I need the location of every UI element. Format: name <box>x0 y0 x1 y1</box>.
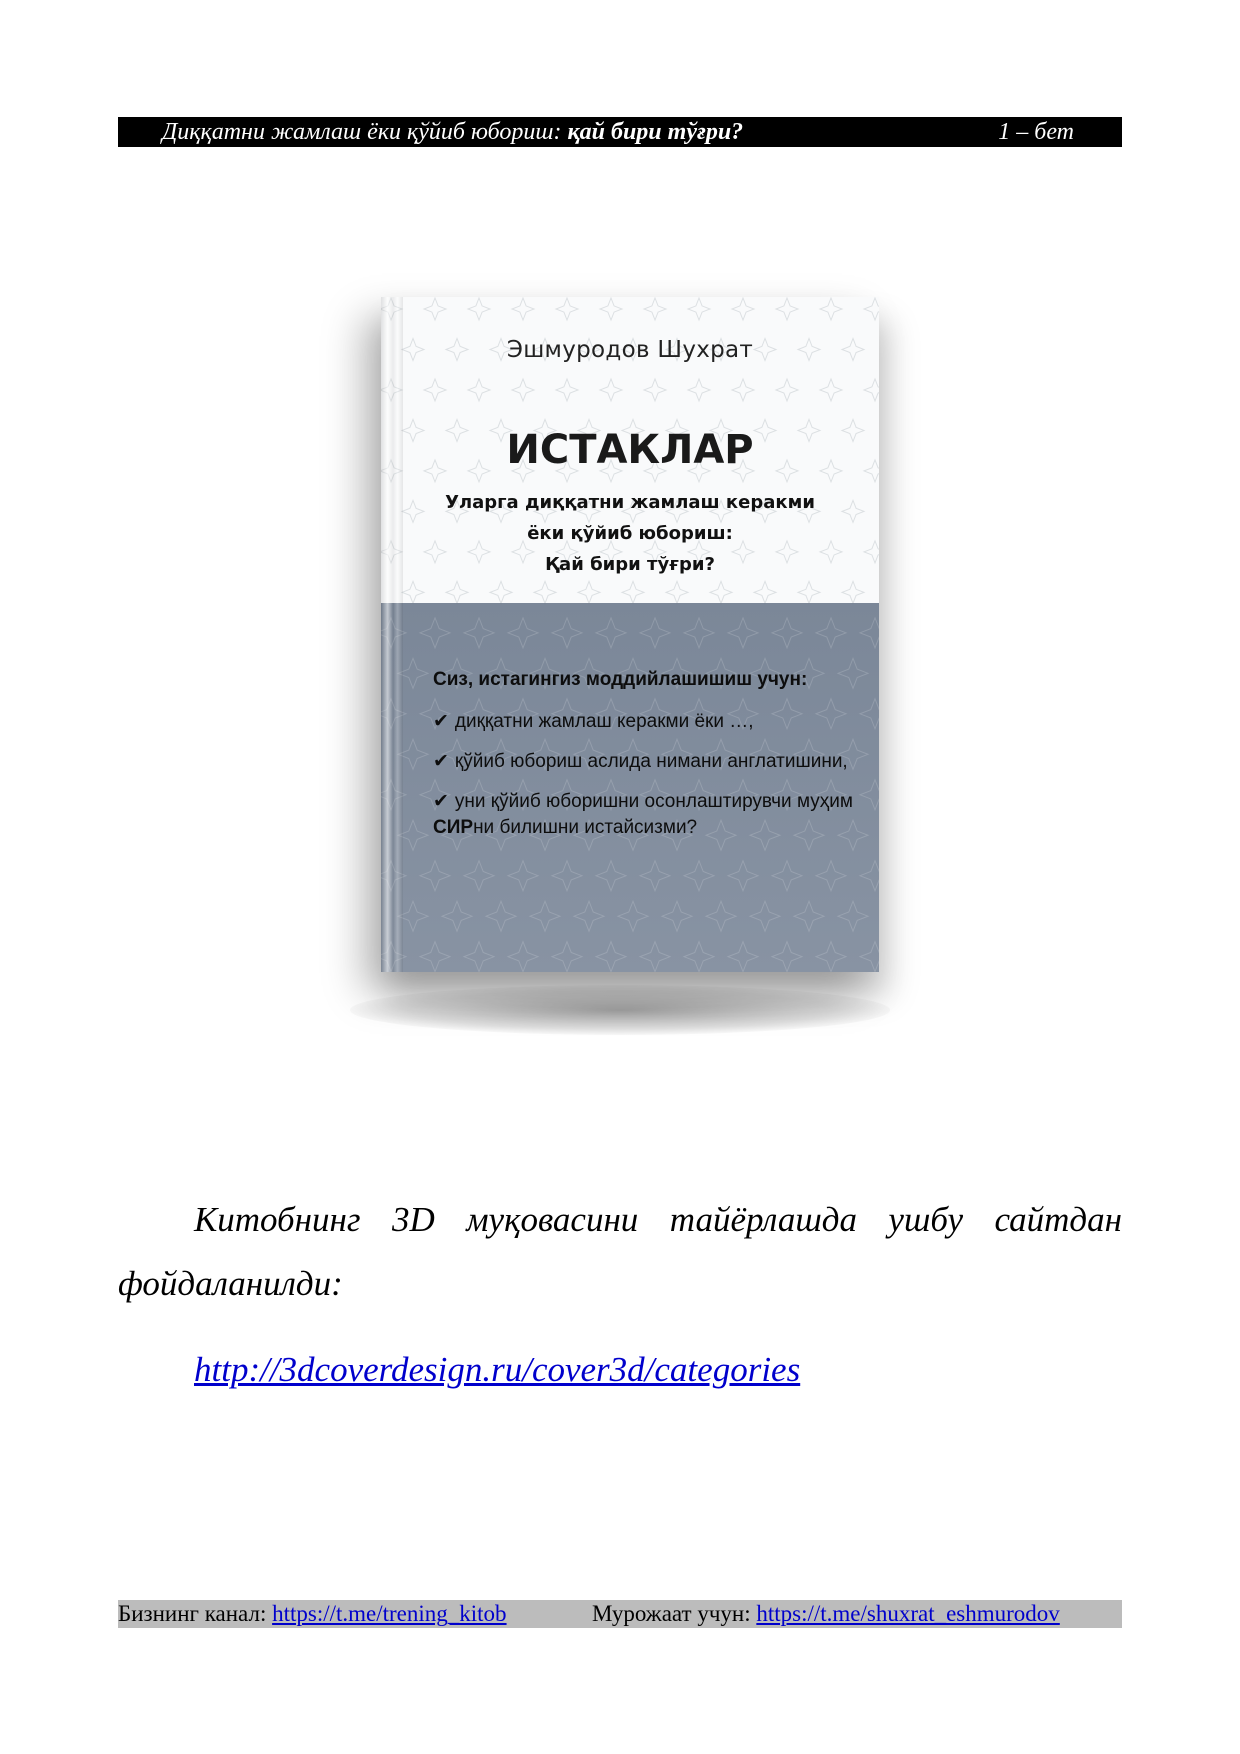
star-pattern-shape <box>750 901 780 931</box>
cover-subtitle-line: ёки қўйиб юбориш: <box>527 523 733 544</box>
star-pattern-shape <box>464 942 494 972</box>
cover-blurb-item <box>433 709 873 735</box>
star-pattern-shape <box>420 618 450 648</box>
star-pattern-shape <box>552 861 582 891</box>
star-pattern-shape <box>776 298 798 320</box>
star-pattern-shape <box>842 581 864 603</box>
source-link[interactable]: http://3dcoverdesign.ru/cover3d/categories <box>194 1350 801 1389</box>
star-pattern-shape <box>512 298 534 320</box>
star-pattern-shape <box>622 581 644 603</box>
star-pattern-shape <box>534 581 556 603</box>
header-title-bold: қай бири тўғри? <box>567 119 744 145</box>
star-pattern-shape <box>684 942 714 972</box>
star-pattern-shape <box>508 942 538 972</box>
cover-blurb-item-text: қўйиб юбориш аслида нимани англатишини, <box>454 751 848 772</box>
star-pattern-shape <box>754 581 776 603</box>
page-header <box>118 117 1122 147</box>
cover-subtitle-line: Қай бири тўғри? <box>545 554 715 575</box>
body-paragraph: Китобнинг 3D муқовасини тайёрлашда ушбу сайтдан фойдаланилди: <box>118 1200 1122 1303</box>
star-pattern-shape <box>794 901 824 931</box>
cover-blurb-item-text: ни билишни истайсизми? <box>473 817 698 838</box>
star-pattern-shape <box>530 901 560 931</box>
star-pattern-shape <box>552 618 582 648</box>
cover-spine <box>381 297 403 972</box>
star-pattern-shape <box>578 581 600 603</box>
star-pattern-shape <box>662 901 692 931</box>
star-pattern-shape <box>820 379 842 401</box>
star-pattern-shape <box>688 298 710 320</box>
star-pattern-shape <box>508 618 538 648</box>
star-pattern-shape <box>684 861 714 891</box>
star-pattern-shape <box>838 901 868 931</box>
checkmark-icon: ✔ <box>433 711 449 732</box>
checkmark-icon: ✔ <box>433 791 449 812</box>
page-footer <box>118 1600 1122 1628</box>
star-pattern-shape <box>600 379 622 401</box>
star-pattern-shape <box>596 618 626 648</box>
star-pattern-shape <box>706 901 736 931</box>
star-pattern-shape <box>442 901 472 931</box>
star-pattern-shape <box>402 581 424 603</box>
cover-subtitle-line: Уларга диққатни жамлаш керакми <box>445 492 815 513</box>
star-pattern-shape <box>688 379 710 401</box>
cover-blurb-lead: Сиз, истагингиз моддийлашишиш учун: <box>433 669 808 690</box>
star-pattern-shape <box>468 298 490 320</box>
star-pattern-shape <box>596 861 626 891</box>
star-pattern-shape <box>732 379 754 401</box>
cover-blurb-item <box>433 789 873 841</box>
cover-star-pattern <box>381 297 879 972</box>
source-link-line <box>194 1343 800 1397</box>
star-pattern-shape <box>860 618 879 648</box>
footer-contact <box>592 1600 1060 1628</box>
star-pattern-shape <box>574 901 604 931</box>
star-pattern-shape <box>446 581 468 603</box>
star-pattern-shape <box>552 942 582 972</box>
cover-blurb-item-text: уни қўйиб юборишни осонлаштирувчи муҳим <box>454 791 853 812</box>
star-pattern-shape <box>772 942 802 972</box>
cover-blurb-item-text: диққатни жамлаш керакми ёки …, <box>454 711 754 732</box>
book-shadow <box>350 985 890 1035</box>
star-pattern-shape <box>420 942 450 972</box>
star-pattern-shape <box>644 298 666 320</box>
star-pattern-shape <box>816 861 846 891</box>
star-pattern-shape <box>420 861 450 891</box>
star-pattern-shape <box>864 298 879 320</box>
star-pattern-shape <box>644 379 666 401</box>
star-pattern-shape <box>728 942 758 972</box>
star-pattern-shape <box>864 379 879 401</box>
cover-blurb <box>433 669 873 855</box>
book-cover-image <box>381 297 879 972</box>
cover-title: ИСТАКЛАР <box>506 427 754 473</box>
star-pattern-shape <box>860 861 879 891</box>
star-pattern-shape <box>820 298 842 320</box>
star-pattern-shape <box>486 901 516 931</box>
star-pattern-shape <box>424 379 446 401</box>
star-pattern-shape <box>640 618 670 648</box>
star-pattern-shape <box>640 861 670 891</box>
star-pattern-shape <box>556 379 578 401</box>
star-pattern-shape <box>468 379 490 401</box>
footer-contact-link[interactable]: https://t.me/shuxrat_eshmurodov <box>756 1601 1060 1626</box>
star-pattern-shape <box>640 942 670 972</box>
checkmark-icon: ✔ <box>433 751 449 772</box>
star-pattern-shape <box>860 942 879 972</box>
star-pattern-shape <box>666 581 688 603</box>
star-pattern-shape <box>424 298 446 320</box>
header-title-plain: Диққатни жамлаш ёки қўйиб юбориш: <box>162 119 568 145</box>
footer-channel <box>118 1600 507 1628</box>
page-number: 1 – бет <box>998 119 1074 145</box>
footer-channel-link[interactable]: https://t.me/trening_kitob <box>272 1601 507 1626</box>
star-pattern-shape <box>816 618 846 648</box>
star-pattern-shape <box>464 618 494 648</box>
star-pattern-shape <box>816 942 846 972</box>
cover-subtitle <box>381 487 879 580</box>
star-pattern-shape <box>728 861 758 891</box>
star-pattern-shape <box>596 942 626 972</box>
star-pattern-shape <box>772 618 802 648</box>
star-pattern-shape <box>556 298 578 320</box>
star-pattern-shape <box>618 901 648 931</box>
header-title <box>162 117 743 147</box>
star-pattern-shape <box>600 298 622 320</box>
star-pattern-shape <box>772 861 802 891</box>
star-pattern-shape <box>732 298 754 320</box>
star-pattern-shape <box>464 861 494 891</box>
star-pattern-shape <box>684 618 714 648</box>
footer-channel-label: Бизнинг канал: <box>118 1601 273 1626</box>
star-pattern-shape <box>710 581 732 603</box>
star-pattern-shape <box>728 618 758 648</box>
star-pattern-shape <box>776 379 798 401</box>
cover-author: Эшмуродов Шухрат <box>506 337 754 363</box>
star-pattern-shape <box>512 379 534 401</box>
star-pattern-shape <box>798 581 820 603</box>
cover-blurb-item-bold: СИР <box>433 817 474 838</box>
star-pattern-shape <box>490 581 512 603</box>
star-pattern-shape <box>508 861 538 891</box>
cover-blurb-item <box>433 749 873 775</box>
footer-contact-label: Мурожаат учун: <box>592 1601 757 1626</box>
